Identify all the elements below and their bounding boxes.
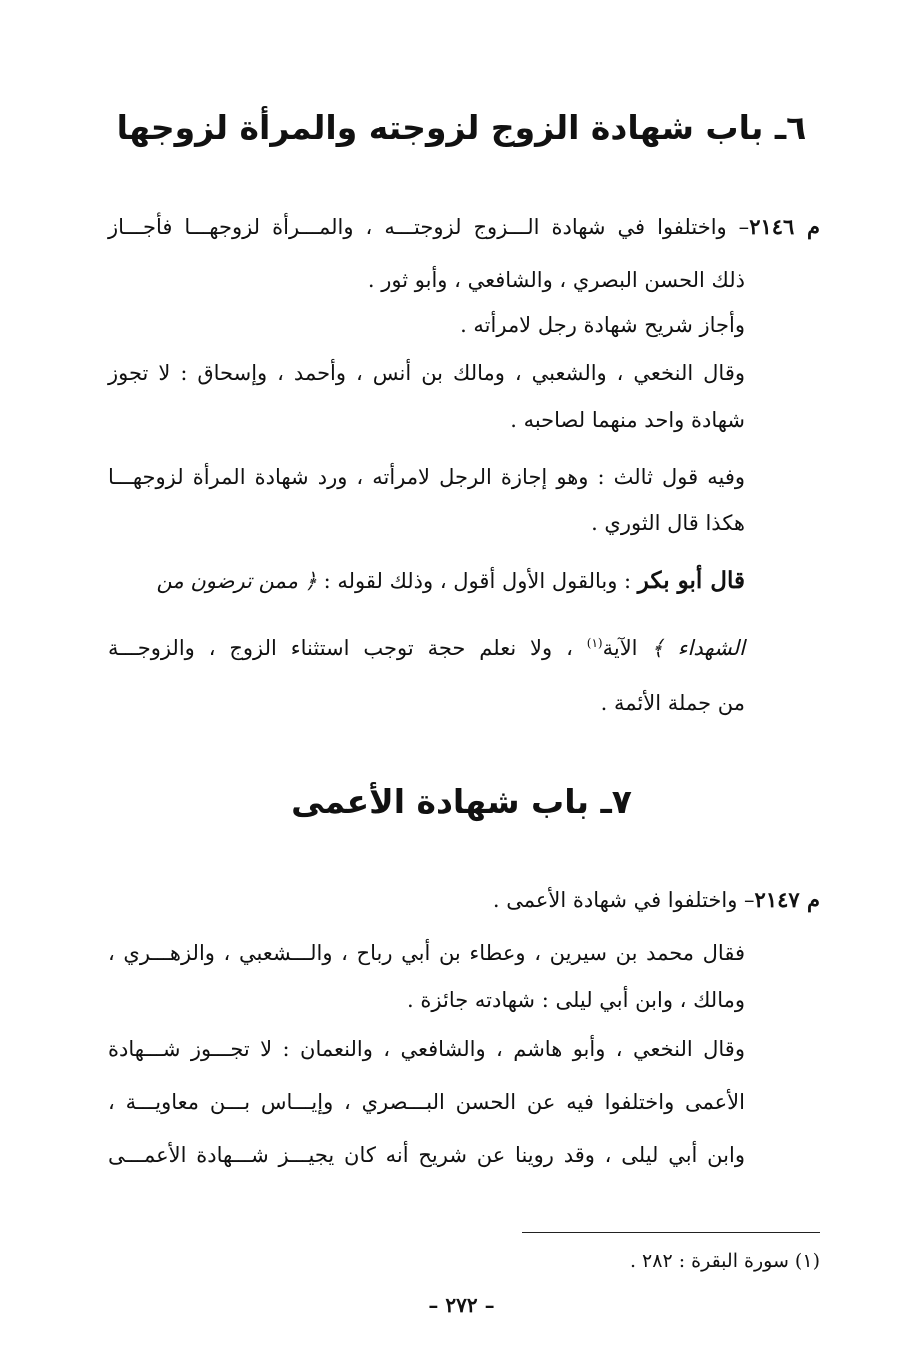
section6-line-5: شهادة واحد منهما لصاحبه . xyxy=(510,408,745,432)
issue-number-2146: م ٢١٤٦ xyxy=(749,214,820,239)
section6-line-3: وأجاز شريح شهادة رجل لامرأته . xyxy=(460,313,745,337)
section6-line-8 xyxy=(108,566,745,596)
quran-quote-start: ﴿ ممن ترضون من xyxy=(156,569,317,593)
section6-line-10: من جملة الأئمة . xyxy=(600,691,745,715)
section6-line-1-text: – واختلفوا في شهادة الـــزوج لزوجتـــه ، والمـــرأة لزوجهـــا فأجـــاز xyxy=(108,215,750,239)
footnote: (١) سورة البقرة : ٢٨٢ . xyxy=(629,1250,820,1272)
section6-line-8-text: : وبالقول الأول أقول ، وذلك لقوله : xyxy=(323,569,632,593)
footnote-separator xyxy=(522,1232,820,1233)
section7-line-1 xyxy=(108,885,820,915)
section6-line-9 xyxy=(108,628,745,663)
quran-quote-end: الشهداء ﴾ xyxy=(651,636,745,660)
chapter-heading-7: ٧ـ باب شهادة الأعمى xyxy=(291,782,632,821)
section7-line-5: الأعمى واختلفوا فيه عن الحسن البـــصري ، وإيـــاس بـــن معاويـــة ، xyxy=(108,1090,745,1114)
section7-line-2: فقال محمد بن سيرين ، وعطاء بن أبي رباح ، والـــشعبي ، والزهـــري ، xyxy=(108,941,745,965)
issue-number-2147: م ٢١٤٧ xyxy=(754,887,820,912)
chapter-heading-6: ٦ـ باب شهادة الزوج لزوجته والمرأة لزوجها xyxy=(116,108,807,147)
section7-line-1-text: – واختلفوا في شهادة الأعمى . xyxy=(492,888,755,912)
section7-line-3: ومالك ، وابن أبي ليلى : شهادته جائزة . xyxy=(407,988,745,1012)
footnote-ref: (١) xyxy=(586,636,603,650)
section7-line-4: وقال النخعي ، وأبو هاشم ، والشافعي ، والنعمان : لا تجـــوز شـــهادة xyxy=(108,1037,745,1061)
section7-line-6: وابن أبي ليلى ، وقد روينا عن شريح أنه كان يجيـــز شـــهادة الأعمـــى xyxy=(108,1143,745,1167)
section6-line-2: ذلك الحسن البصري ، والشافعي ، وأبو ثور . xyxy=(367,268,745,292)
ayah-word: الآية xyxy=(602,636,638,660)
abu-bakr-label: قال أبو بكر xyxy=(637,567,745,594)
section6-line-7: هكذا قال الثوري . xyxy=(591,511,745,535)
section6-line-6: وفيه قول ثالث : وهو إجازة الرجل لامرأته ، ورد شهادة المرأة لزوجهـــا xyxy=(108,465,745,489)
page-number: – ٢٧٢ – xyxy=(428,1293,495,1317)
section6-line-9-text: ، ولا نعلم حجة توجب استثناء الزوج ، والزوجـــة xyxy=(108,636,573,660)
section6-line-4: وقال النخعي ، والشعبي ، ومالك بن أنس ، وأحمد ، وإسحاق : لا تجوز xyxy=(108,361,745,385)
section6-line-1 xyxy=(108,212,820,242)
